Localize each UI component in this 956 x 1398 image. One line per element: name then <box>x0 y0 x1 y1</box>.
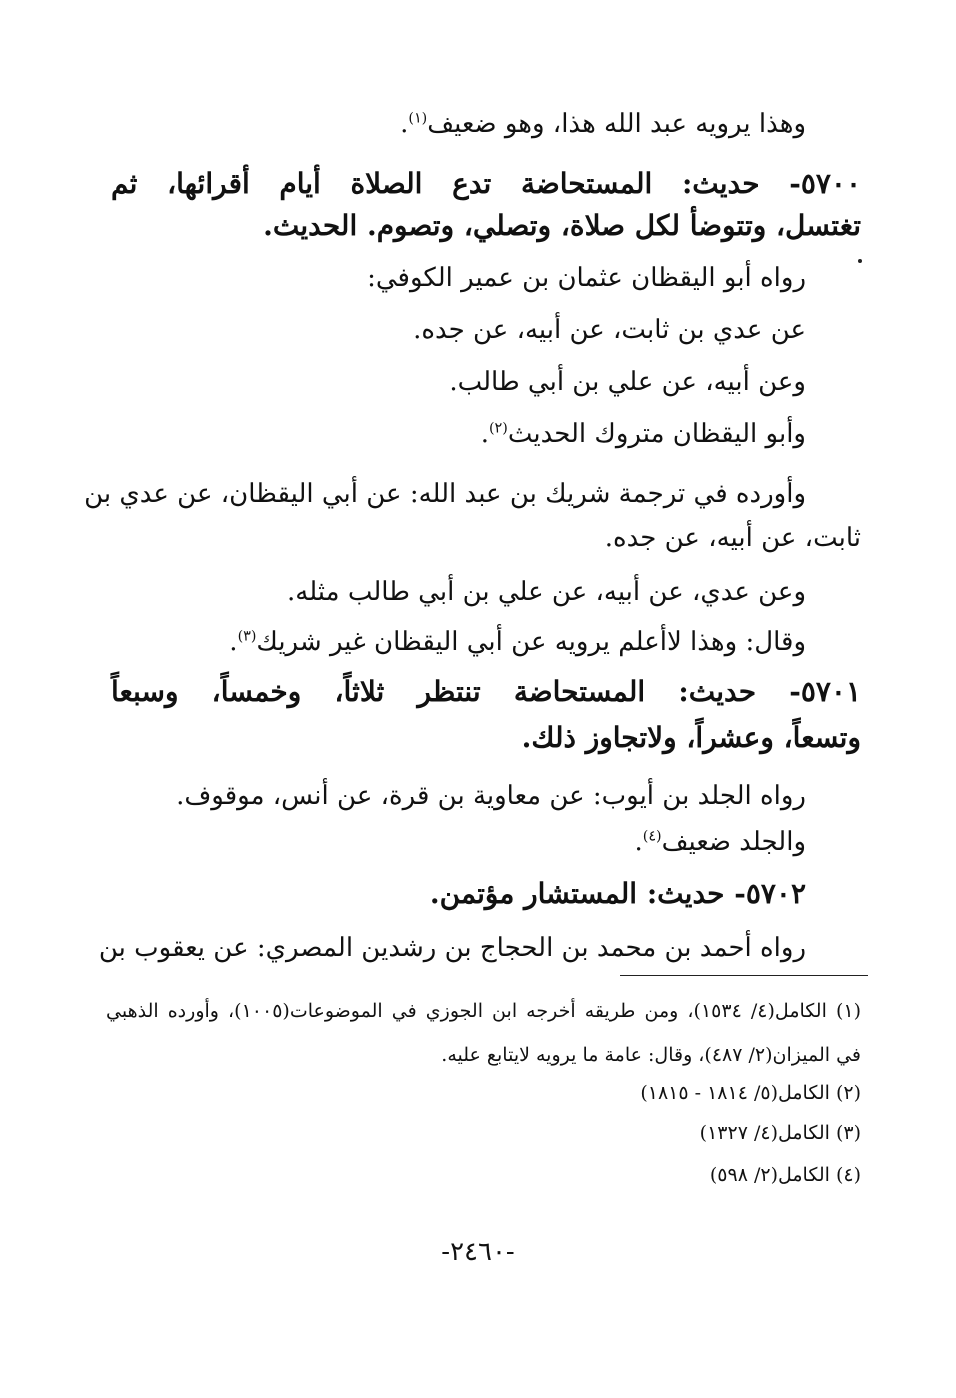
line-end: . <box>634 827 643 857</box>
stray-dot <box>858 259 862 263</box>
footnote-ref: (٢) <box>488 420 508 437</box>
text-line: رواه أحمد بن محمد بن الحجاج بن رشدين المصري: عن يعقوب بن <box>98 933 806 963</box>
text-line <box>481 414 806 454</box>
footnote-3: (٣) الكامل(٤/ ١٣٢٧) <box>699 1122 861 1144</box>
line-end: . <box>229 627 238 657</box>
footnote-4: (٤) الكامل(٢/ ٥٩٨) <box>709 1164 861 1186</box>
footnote-1-line2: في الميزان(٢/ ٤٨٧)، وقال: عامة ما يرويه لايتابع عليه. <box>441 1044 861 1066</box>
line-end: . <box>400 109 409 139</box>
line-end: . <box>480 419 489 449</box>
hadith-heading-5700-line2: تغتسل، وتتوضأ لكل صلاة، وتصلي، وتصوم. الحديث. <box>263 209 861 242</box>
page-number: -٢٤٦٠- <box>441 1237 515 1267</box>
text-line: عن عدي بن ثابت، عن أبيه، عن جده. <box>413 315 806 345</box>
text-line <box>635 822 807 862</box>
hadith-heading-5702: ٥٧٠٢- حديث: المستشار مؤتمن. <box>429 877 806 910</box>
text-line: رواه الجلد بن أيوب: عن معاوية بن قرة، عن أنس، موقوف. <box>176 781 806 811</box>
footnote-ref: (١) <box>408 110 428 127</box>
line-text: وأبو اليقظان متروك الحديث <box>507 419 806 449</box>
text-line: رواه أبو اليقظان عثمان بن عمير الكوفي: <box>367 263 806 293</box>
text-line <box>400 104 806 144</box>
text-line: وأورده في ترجمة شريك بن عبد الله: عن أبي اليقظان، عن عدي بن <box>84 479 806 509</box>
footnote-ref: (٤) <box>642 828 662 845</box>
footnote-separator <box>620 975 868 976</box>
line-text: وهذا يرويه عبد الله هذا، وهو ضعيف <box>427 109 806 139</box>
hadith-heading-5700-line1: ٥٧٠٠- حديث: المستحاضة تدع الصلاة أيام أقرائها، ثم <box>111 167 861 200</box>
text-line <box>229 622 806 662</box>
hadith-heading-5701-line1: ٥٧٠١- حديث: المستحاضة تنتظر ثلاثاً، وخمساً، وسبعاً <box>111 675 861 708</box>
text-line: وعن أبيه، عن علي بن أبي طالب. <box>449 367 806 397</box>
line-text: وقال: وهذا لاأعلم يرويه عن أبي اليقظان غير شريك <box>256 627 806 657</box>
footnote-ref: (٣) <box>237 628 257 645</box>
text-line: وعن عدي، عن أبيه، عن علي بن أبي طالب مثله. <box>287 577 806 607</box>
footnote-2: (٢) الكامل(٥/ ١٨١٤ - ١٨١٥) <box>640 1082 861 1104</box>
footnote-1-line1: (١) الكامل(٤/ ١٥٣٤)، ومن طريقه أخرجه ابن الجوزي في الموضوعات(١٠٠٥)، وأورده الذهبي <box>106 1000 861 1022</box>
line-text: والجلد ضعيف <box>661 827 806 857</box>
hadith-heading-5701-line2: وتسعاً، وعشراً، ولاتجاوز ذلك. <box>521 721 861 754</box>
text-line: ثابت، عن أبيه، عن جده. <box>604 523 861 553</box>
